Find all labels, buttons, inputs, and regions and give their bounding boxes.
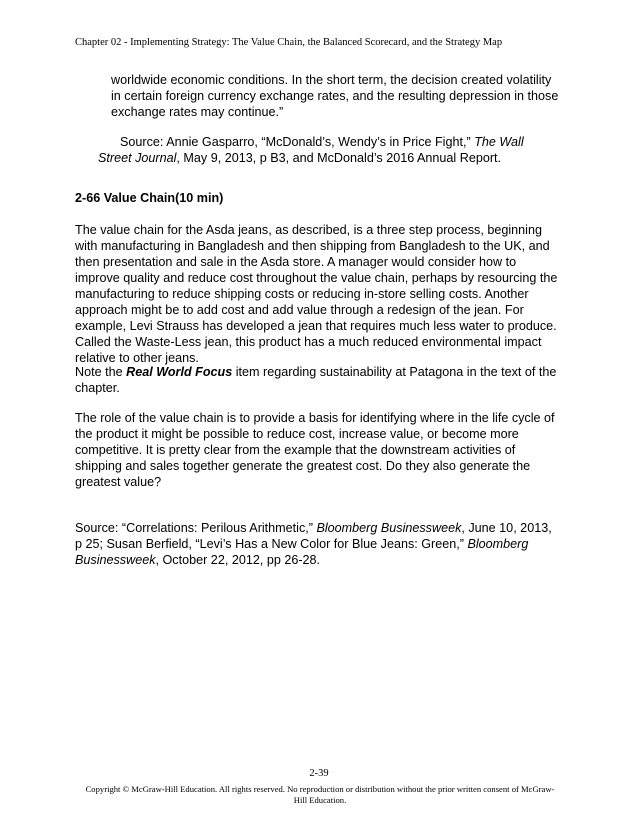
sources-paragraph [75, 520, 570, 568]
source-text: p 25; Susan Berfield, “Levi’s Has a New Color for Blue Jeans: Green,” [75, 537, 468, 551]
quote-line: in certain foreign currency exchange rates, and the resulting depression in those [111, 89, 559, 103]
quote-line: exchange rates may continue.” [111, 105, 284, 119]
paragraph-line: The value chain for the Asda jeans, as described, is a three step process, beginning [75, 223, 542, 237]
source-text: , June 10, 2013, [461, 521, 552, 535]
source-text: , May 9, 2013, p B3, and McDonald’s 2016 Annual Report. [176, 151, 502, 165]
paragraph-role [75, 410, 570, 490]
quote-source [98, 134, 568, 166]
page-number: 2-39 [309, 768, 329, 779]
paragraph-line: approach might be to add cost and add value through a redesign of the jean. For [75, 303, 524, 317]
paragraph-line: improve quality and reduce cost throughout the value chain, perhaps by resourcing the [75, 271, 558, 285]
paragraph-line: example, Levi Strauss has developed a jean that requires much less water to produce. [75, 319, 557, 333]
journal-title: Street Journal [98, 151, 177, 165]
paragraph-line: chapter. [75, 381, 120, 395]
paragraph-line: The role of the value chain is to provide a basis for identifying where in the life cycle of [75, 411, 555, 425]
paragraph-note [75, 364, 570, 396]
source-line [75, 520, 570, 536]
real-world-focus-label: Real World Focus [126, 365, 233, 379]
paragraph-line: manufacturing to reduce shipping costs or reducing in-store selling costs. Another [75, 287, 529, 301]
journal-title: Bloomberg [467, 537, 529, 551]
section-heading: 2-66 Value Chain(10 min) [75, 191, 224, 205]
quote-block [111, 72, 571, 120]
source-line [75, 536, 570, 552]
quote-line: worldwide economic conditions. In the short term, the decision created volatility [111, 73, 552, 87]
journal-title: The Wall [474, 135, 524, 149]
copyright-notice: Copyright © McGraw-Hill Education. All rights reserved. No reproduction or distribution without the prior written consent of McGraw-Hill Education. [85, 784, 555, 805]
paragraph-line: then presentation and sale in the Asda store. A manager would consider how to [75, 255, 517, 269]
note-text: Note the [75, 365, 127, 379]
source-text: Source: Annie Gasparro, “McDonald’s, Wendy’s in Price Fight,” [120, 135, 475, 149]
paragraph-line [75, 364, 570, 380]
source-line [75, 552, 570, 568]
paragraph-line: Called the Waste-Less jean, this product has a much reduced environmental impact [75, 335, 542, 349]
source-line [98, 134, 568, 150]
paragraph-line: relative to other jeans. [75, 351, 199, 365]
note-text: item regarding sustainability at Patagona in the text of the [232, 365, 557, 379]
journal-title: Businessweek [75, 553, 156, 567]
paragraph-value-chain [75, 222, 570, 366]
page-header: Chapter 02 - Implementing Strategy: The Value Chain, the Balanced Scorecard, and the Strategy Map [75, 37, 503, 48]
source-line [98, 150, 568, 166]
paragraph-line: the product it might be possible to reduce cost, increase value, or become more [75, 427, 519, 441]
paragraph-line: greatest value? [75, 475, 162, 489]
paragraph-line: with manufacturing in Bangladesh and then shipping from Bangladesh to the UK, and [75, 239, 550, 253]
source-text: Source: “Correlations: Perilous Arithmetic,” [75, 521, 317, 535]
source-text: , October 22, 2012, pp 26-28. [155, 553, 321, 567]
paragraph-line: competitive. It is pretty clear from the example that the downstream activities of [75, 443, 516, 457]
paragraph-line: shipping and sales together generate the greatest cost. Do they also generate the [75, 459, 531, 473]
journal-title: Bloomberg Businessweek [316, 521, 462, 535]
